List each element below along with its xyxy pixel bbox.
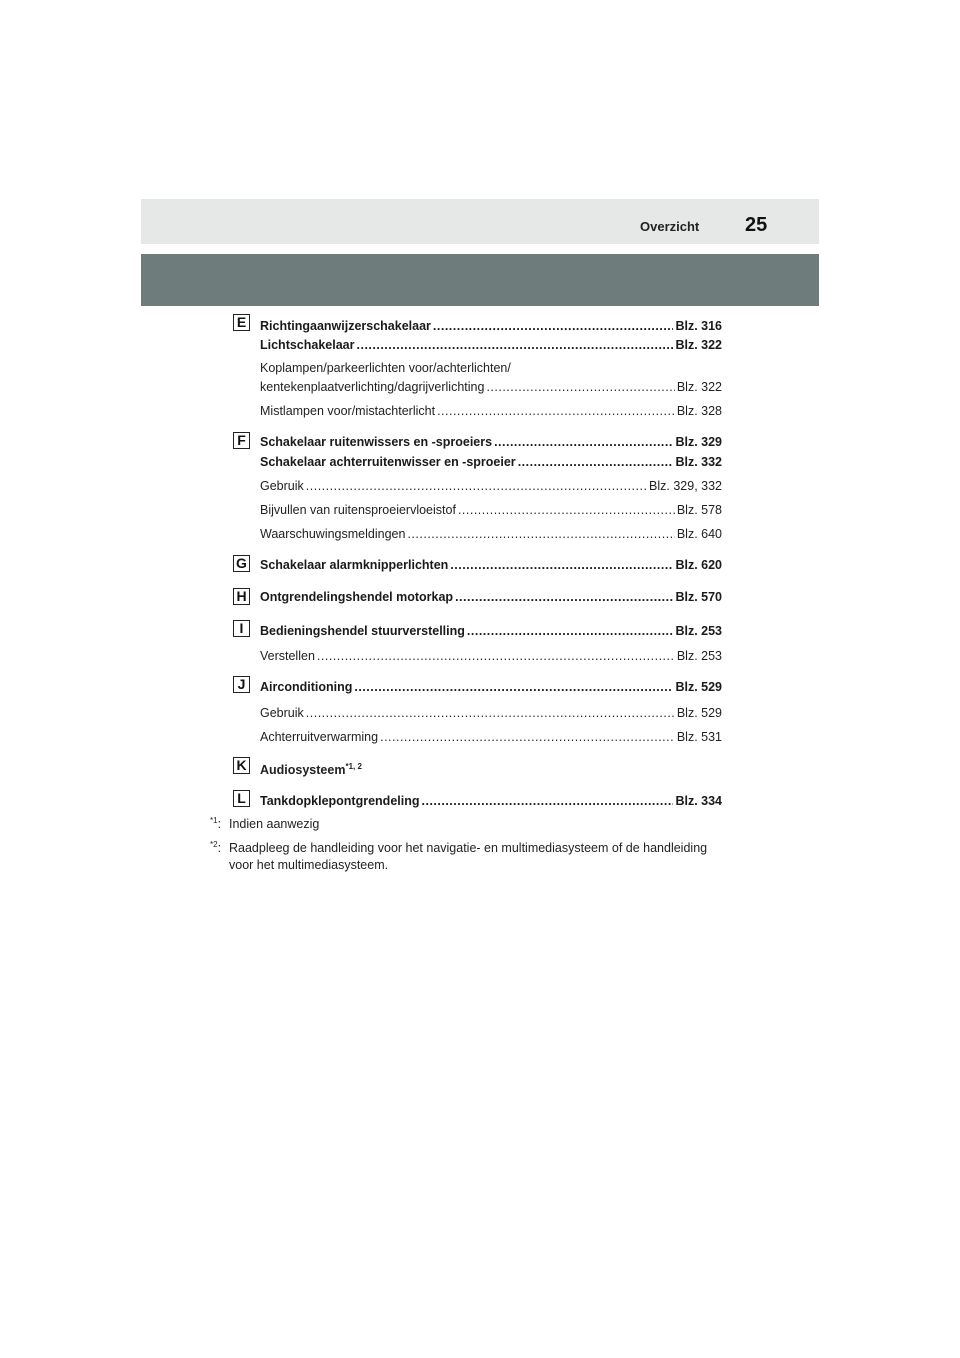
- entry-label: Tankdopklepontgrendeling: [260, 794, 420, 808]
- section-letter-h: H: [233, 588, 250, 605]
- entry-page: Blz. 253: [676, 649, 722, 663]
- footnote-1-text: Indien aanwezig: [229, 817, 320, 831]
- entry-page: Blz. 570: [675, 590, 722, 604]
- page-number: 25: [745, 214, 768, 236]
- index-entry[interactable]: [260, 319, 722, 333]
- entry-label: Waarschuwingsmeldingen: [260, 527, 406, 541]
- entry-label: Schakelaar alarmknipperlichten: [260, 558, 449, 572]
- entry-page: Blz. 316: [675, 319, 722, 333]
- entry-page: Blz. 531: [676, 730, 722, 744]
- index-entry[interactable]: [260, 503, 722, 517]
- footnote-2-text: Raadpleeg de handleiding voor het navigatie- en multimediasysteem of de handleiding voor het multimediasysteem.: [229, 841, 708, 872]
- entry-page: Blz. 529: [676, 706, 722, 720]
- entry-page: Blz. 529: [675, 680, 722, 694]
- footnote-2-mark: $^{*2}$:: [210, 840, 222, 855]
- section-letter-e: E: [233, 314, 250, 331]
- index-entry[interactable]: [260, 649, 722, 663]
- entry-page: Blz. 620: [675, 558, 722, 572]
- entry-label: Schakelaar achterruitenwisser en -sproeier: [260, 455, 516, 469]
- leader-dots: [354, 680, 673, 694]
- entry-page: Blz. 329: [675, 435, 722, 449]
- footnote-ref: *1, 2: [345, 762, 362, 771]
- index-entry[interactable]: [260, 794, 722, 808]
- entry-label: Airconditioning: [260, 680, 353, 694]
- index-entry[interactable]: [260, 590, 722, 604]
- entry-label-line: Koplampen/parkeerlichten voor/achterlichten/: [260, 361, 511, 375]
- index-entry[interactable]: [260, 380, 722, 394]
- entry-label: Schakelaar ruitenwissers en -sproeiers: [260, 435, 493, 449]
- index-entry[interactable]: [260, 404, 722, 418]
- index-entry[interactable]: [260, 730, 722, 744]
- entry-label: Verstellen: [260, 649, 315, 663]
- entry-label: kentekenplaatverlichting/dagrijverlichting: [260, 380, 485, 394]
- leader-dots: [467, 624, 674, 638]
- index-entry[interactable]: [260, 680, 722, 694]
- entry-label: Audiosysteem: [260, 763, 346, 777]
- entry-page: Blz. 253: [675, 624, 722, 638]
- entry-label: Bijvullen van ruitensproeiervloeistof: [260, 503, 456, 517]
- leader-dots: [455, 590, 673, 604]
- section-letter-k: K: [233, 757, 250, 774]
- leader-dots: [306, 479, 647, 493]
- index-entry[interactable]: [260, 706, 722, 720]
- index-entry[interactable]: [260, 558, 722, 572]
- leader-dots: [357, 338, 674, 352]
- leader-dots: [407, 527, 674, 541]
- entry-label: Gebruik: [260, 479, 304, 493]
- leader-dots: [422, 794, 674, 808]
- entry-label: Achterruitverwarming: [260, 730, 379, 744]
- index-entry[interactable]: [260, 527, 722, 541]
- index-entry[interactable]: [260, 455, 722, 469]
- leader-dots: [486, 380, 674, 394]
- entry-label: Mistlampen voor/mistachterlicht: [260, 404, 436, 418]
- entry-page: Blz. 640: [676, 527, 722, 541]
- section-letter-i: I: [233, 620, 250, 637]
- entry-page: Blz. 328: [676, 404, 722, 418]
- entry-page: Blz. 329, 332: [649, 479, 722, 493]
- entry-page: Blz. 334: [675, 794, 722, 808]
- leader-dots: [437, 404, 675, 418]
- entry-label: Lichtschakelaar: [260, 338, 355, 352]
- entry-label: Bedieningshendel stuurverstelling: [260, 624, 465, 638]
- leader-dots: [494, 435, 673, 449]
- leader-dots: [518, 455, 674, 469]
- index-entry[interactable]: [260, 338, 722, 352]
- entry-page: Blz. 322: [675, 338, 722, 352]
- section-letter-j: J: [233, 676, 250, 693]
- entry-page: Blz. 332: [675, 455, 722, 469]
- index-entry[interactable]: [260, 624, 722, 638]
- footnote-1-mark: $^{*1}$:: [210, 816, 222, 831]
- leader-dots: [458, 503, 675, 517]
- index-entry[interactable]: [260, 435, 722, 449]
- entry-label: Ontgrendelingshendel motorkap: [260, 590, 454, 604]
- leader-dots: [450, 558, 673, 572]
- leader-dots: [317, 649, 675, 663]
- index-entry-audio[interactable]: [260, 762, 362, 777]
- page-section-title: Overzicht: [640, 219, 700, 234]
- leader-dots: [306, 706, 675, 720]
- leader-dots: [433, 319, 674, 333]
- section-letter-l: L: [233, 790, 250, 807]
- entry-page: Blz. 578: [676, 503, 722, 517]
- leader-dots: [380, 730, 675, 744]
- index-entry[interactable]: [260, 479, 722, 493]
- section-letter-f: F: [233, 432, 250, 449]
- entry-page: Blz. 322: [676, 380, 722, 394]
- entry-label: Richtingaanwijzerschakelaar: [260, 319, 431, 333]
- section-letter-g: G: [233, 555, 250, 572]
- entry-label: Gebruik: [260, 706, 304, 720]
